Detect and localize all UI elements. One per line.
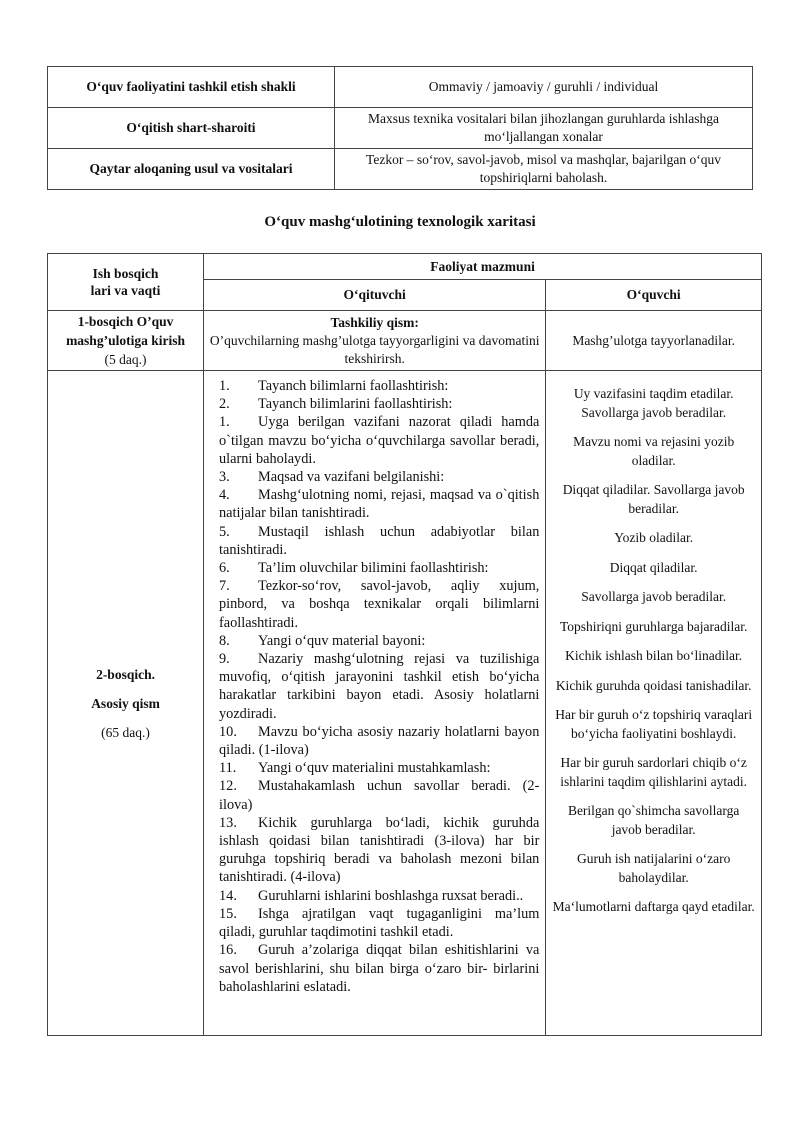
step-text: Mustaqil ishlash uchun adabiyotlar bilan tanishtiradi. (219, 523, 540, 558)
step-number: 9. (219, 651, 230, 668)
info-table (47, 66, 753, 190)
student-action: Berilgan qo`shimcha savollarga javob beradilar. (567, 803, 740, 837)
stage1-time: (5 daq.) (104, 352, 147, 367)
step-text: Uyga berilgan vazifani nazorat qiladi hamda o`tilgan mavzu bo‘yicha o‘quvchilarga savollar beradi, ularni baholaydi. (219, 414, 540, 467)
step-text: Tayanch bilimlarini faollashtirish: (258, 396, 453, 413)
stage2-part: Asosiy qism (91, 695, 160, 711)
student-action: Har bir guruh sardorlari chiqib o‘z ishlarini taqdim qilishlarini aytadi. (560, 755, 748, 789)
stage1-row (48, 311, 762, 371)
student-action: Mavzu nomi va rejasini yozib oladilar. (573, 434, 735, 468)
step-number: 14. (219, 887, 237, 904)
student-action: Diqqat qiladilar. Savollarga javob beradilar. (562, 482, 745, 516)
stage1-name (48, 311, 204, 371)
stage1-teacher-title: Tashkiliy qism: (330, 314, 419, 330)
stage1-title-line1: 1-bosqich O’quv (77, 314, 174, 329)
teacher-step (219, 413, 539, 468)
step-number: 1. (219, 414, 230, 431)
student-action: Yozib oladilar. (614, 530, 694, 545)
teacher-step (219, 377, 539, 395)
info-row (48, 149, 753, 190)
info-row (48, 108, 753, 149)
step-text: Mavzu bo‘yicha asosiy nazariy holatlarni bayon qiladi. (1-ilova) (219, 723, 540, 759)
teacher-header: O‘qituvchi (204, 280, 546, 311)
step-number: 10. (219, 723, 237, 740)
activity-header: Faoliyat mazmuni (204, 254, 762, 280)
teacher-step (219, 486, 539, 522)
step-text: Yangi o‘quv materialini mustahkamlash: (258, 760, 491, 777)
step-text: Ishga ajratilgan vaqt tugaganligini ma’lum qiladi, guruhlar taqdimotini tashkil etadi. (219, 905, 540, 941)
step-text: Yangi o‘quv material bayoni: (258, 632, 426, 649)
student-action: Diqqat qiladilar. (609, 559, 698, 575)
stage1-teacher-text: O’quvchilarning mashg’ulotga tayyorgarligini va davomatini tekshirirsh. (209, 332, 540, 366)
student-action: Uy vazifasini taqdim etadilar. Savollarga javob beradilar. (573, 386, 734, 420)
step-number: 13. (219, 814, 237, 831)
step-number: 2. (219, 396, 230, 413)
step-text: Tayanch bilimlarni faollashtirish: (258, 378, 449, 394)
teacher-step (219, 632, 539, 650)
step-number: 8. (219, 632, 230, 649)
student-action: Ma‘lumotlarni daftarga qayd etadilar. (552, 899, 755, 914)
stage2-student-actions (546, 371, 762, 1036)
step-text: Mustahakamlash uchun savollar beradi. (2- ilova) (219, 778, 540, 813)
step-number: 5. (219, 523, 230, 540)
stages-header-line2: lari va vaqti (90, 283, 161, 298)
student-action: Guruh ish natijalarini o‘zaro baholaydilar. (577, 851, 731, 885)
step-number: 15. (219, 905, 237, 922)
teacher-step (219, 905, 539, 941)
step-number: 3. (219, 469, 230, 486)
stage2-name (48, 371, 204, 1036)
step-number: 12. (219, 778, 237, 795)
teacher-step (219, 941, 539, 996)
teacher-step (219, 650, 539, 723)
teacher-step (219, 814, 539, 887)
teacher-step (219, 395, 539, 413)
header-row (48, 254, 762, 280)
student-action: Kichik guruhda qoidasi tanishadilar. (555, 677, 752, 693)
teacher-step (219, 887, 539, 905)
step-text: Nazariy mashg‘ulotning rejasi va tuzilishiga muvofiq, o‘qitish jarayonini tashkil etish bo‘yicha harakatlar tarkibini bayon etadi. Asosiy holatlarni yozdiradi. (219, 651, 540, 722)
stage1-student: Mashg’ulotga tayyorlanadilar. (546, 311, 762, 371)
technology-map-table (47, 253, 762, 1036)
info-value: Tezkor – so‘rov, savol-javob, misol va mashqlar, bajarilgan o‘quv topshiriqlarni baholash. (335, 149, 753, 190)
teacher-step (219, 523, 539, 559)
info-value: Ommaviy / jamoaviy / guruhli / individual (335, 67, 753, 108)
step-number: 7. (219, 578, 230, 595)
stages-header (48, 254, 204, 311)
student-header: O‘quvchi (546, 280, 762, 311)
info-row (48, 67, 753, 108)
teacher-step (219, 723, 539, 759)
student-action: Savollarga javob beradilar. (581, 589, 727, 604)
stages-header-line1: Ish bosqich (92, 266, 159, 281)
stage2-row (48, 371, 762, 1036)
student-action: Har bir guruh o‘z topshiriq varaqlari bo‘yicha faoliyatini boshlaydi. (555, 707, 753, 741)
page-title: O‘quv mashg‘ulotining texnologik xaritasi (264, 214, 536, 230)
teacher-step (219, 559, 539, 577)
step-text: Ta’lim oluvchilar bilimini faollashtirish: (258, 560, 489, 577)
step-text: Guruh a’zolariga diqqat bilan eshitishlarini va savol berishlarini, shu bilan birga o‘zaro bir- birlarini baholashlarini eslatadi. (219, 942, 540, 995)
step-text: Guruhlarni ishlarini boshlashga ruxsat beradi.. (258, 887, 524, 904)
stage1-teacher (204, 311, 546, 371)
step-number: 6. (219, 560, 230, 577)
step-number: 11. (219, 760, 237, 777)
info-label: Qaytar aloqaning usul va vositalari (48, 149, 335, 190)
step-number: 16. (219, 942, 237, 959)
teacher-step (219, 577, 539, 632)
stage2-title: 2-bosqich. (96, 666, 155, 682)
info-label: O‘qitish shart-sharoiti (48, 108, 335, 149)
stage1-title-line2: mashg’ulotiga kirish (66, 333, 185, 348)
step-text: Mashg‘ulotning nomi, rejasi, maqsad va o`qitish natijalar bilan tanishtiradi. (219, 487, 540, 522)
stage2-time: (65 daq.) (101, 724, 150, 740)
teacher-step (219, 759, 539, 777)
student-action: Kichik ishlash bilan bo‘linadilar. (565, 648, 743, 663)
step-number: 1. (219, 378, 230, 394)
step-number: 4. (219, 487, 230, 504)
step-text: Tezkor-so‘rov, savol-javob, aqliy xujum, pinbord, va boshqa texnikalar orqali bilimlarni faollashtiradi. (219, 578, 540, 631)
info-value: Maxsus texnika vositalari bilan jihozlangan guruhlarda ishlashga mo‘ljallangan xonalar (335, 108, 753, 149)
student-action: Topshiriqni guruhlarga bajaradilar. (559, 618, 748, 634)
stage2-teacher-steps (204, 371, 546, 1036)
step-text: Maqsad va vazifani belgilanishi: (258, 469, 445, 486)
info-label: O‘quv faoliyatini tashkil etish shakli (48, 67, 335, 108)
step-text: Kichik guruhlarga bo‘ladi, kichik guruhda ishlash qoidasi bilan tanishtiradi (3-ilova) har bir guruhga topshiriq beradi va baholash mezoni bilan tanishtiradi. (4-ilova) (219, 814, 540, 886)
teacher-step (219, 777, 539, 813)
teacher-step (219, 468, 539, 486)
